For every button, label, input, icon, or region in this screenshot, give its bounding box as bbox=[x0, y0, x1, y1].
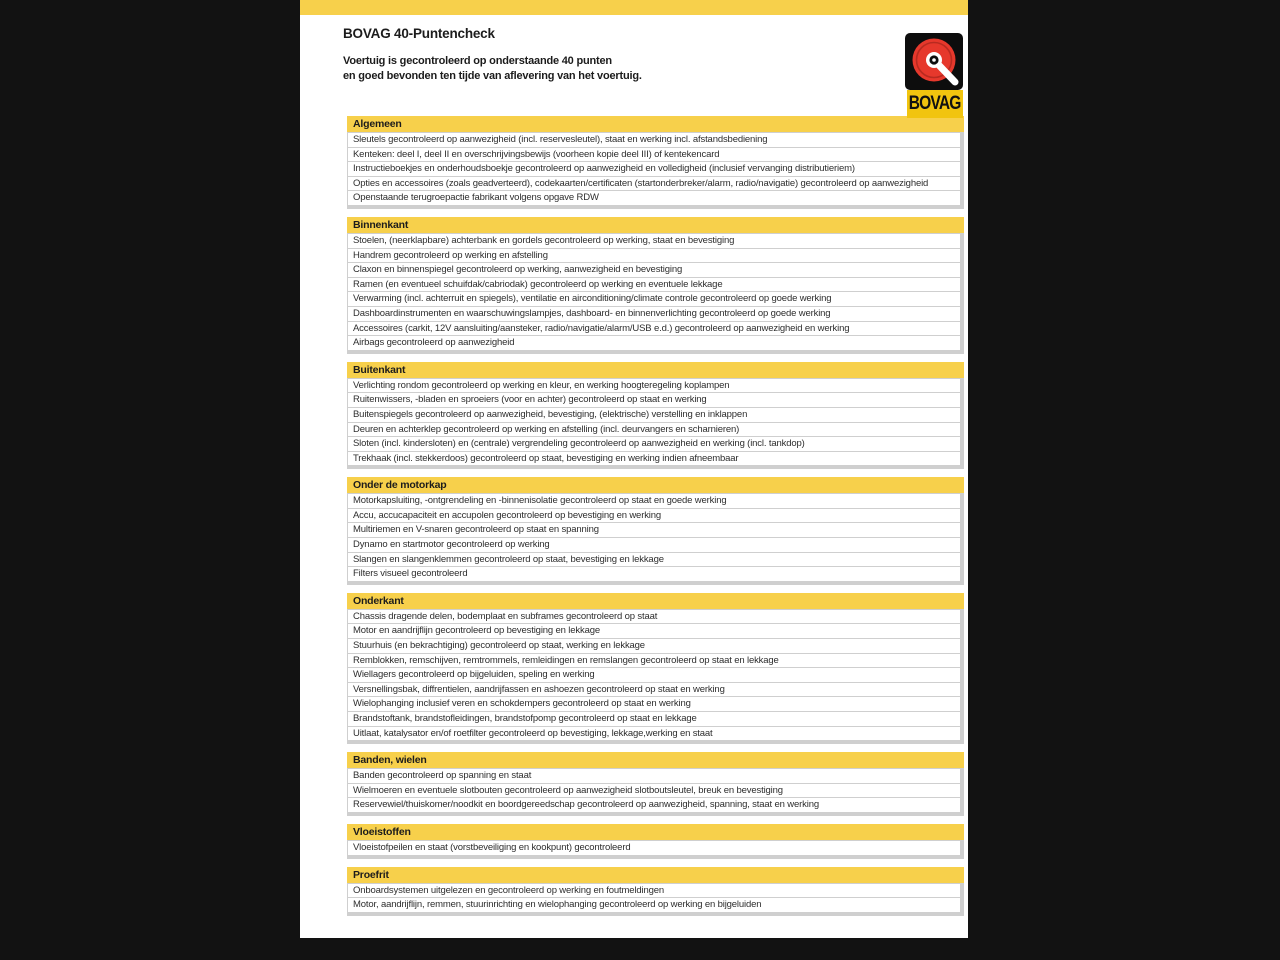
check-row: Wielmoeren en eventuele slotbouten gecontroleerd op aanwezigheid slotboutsleutel, breuk en bevestiging bbox=[348, 784, 960, 798]
top-accent-bar bbox=[300, 0, 968, 15]
section-banden-wielen bbox=[347, 752, 964, 816]
check-row: Multiriemen en V-snaren gecontroleerd op staat en spanning bbox=[348, 523, 960, 537]
section-body-buitenkant bbox=[347, 378, 964, 470]
section-body-onderkant bbox=[347, 609, 964, 744]
check-row: Ramen (en eventueel schuifdak/cabriodak) gecontroleerd op werking en eventuele lekkage bbox=[348, 278, 960, 292]
section-algemeen bbox=[347, 116, 964, 209]
section-buitenkant bbox=[347, 362, 964, 470]
check-row: Openstaande terugroepactie fabrikant volgens opgave RDW bbox=[348, 191, 960, 205]
check-row: Accu, accucapaciteit en accupolen gecontroleerd op bevestiging en werking bbox=[348, 509, 960, 523]
section-body-binnenkant bbox=[347, 233, 964, 354]
page-title: BOVAG 40-Puntencheck bbox=[343, 26, 495, 41]
section-onder-de-motorkap bbox=[347, 477, 964, 585]
section-header-binnenkant: Binnenkant bbox=[347, 217, 964, 233]
check-row: Slangen en slangenklemmen gecontroleerd op staat, bevestiging en lekkage bbox=[348, 553, 960, 567]
check-row: Stuurhuis (en bekrachtiging) gecontroleerd op staat, werking en lekkage bbox=[348, 639, 960, 653]
check-row: Motorkapsluiting, -ontgrendeling en -binnenisolatie gecontroleerd op staat en goede werking bbox=[348, 494, 960, 508]
check-row: Wiellagers gecontroleerd op bijgeluiden, speling en werking bbox=[348, 668, 960, 682]
check-row: Remblokken, remschijven, remtrommels, remleidingen en remslangen gecontroleerd op staat en lekkage bbox=[348, 654, 960, 668]
section-body-proefrit bbox=[347, 883, 964, 916]
check-row: Accessoires (carkit, 12V aansluiting/aansteker, radio/navigatie/alarm/USB e.d.) gecontroleerd op aanwezigheid en werking bbox=[348, 322, 960, 336]
check-row: Onboardsystemen uitgelezen en gecontroleerd op werking en foutmeldingen bbox=[348, 884, 960, 898]
section-header-onder-de-motorkap: Onder de motorkap bbox=[347, 477, 964, 493]
check-row: Instructieboekjes en onderhoudsboekje gecontroleerd op aanwezigheid en volledigheid (inclusief vervanging distributieriem) bbox=[348, 162, 960, 176]
document-header bbox=[343, 15, 963, 116]
check-row: Versnellingsbak, diffrentielen, aandrijfassen en ashoezen gecontroleerd op staat en werking bbox=[348, 683, 960, 697]
check-row: Buitenspiegels gecontroleerd op aanwezigheid, bevestiging, (elektrische) verstelling en inklappen bbox=[348, 408, 960, 422]
check-row: Motor en aandrijflijn gecontroleerd op bevestiging en lekkage bbox=[348, 624, 960, 638]
section-header-vloeistoffen: Vloeistoffen bbox=[347, 824, 964, 840]
check-row: Banden gecontroleerd op spanning en staat bbox=[348, 769, 960, 783]
check-row: Airbags gecontroleerd op aanwezigheid bbox=[348, 336, 960, 350]
section-vloeistoffen bbox=[347, 824, 964, 859]
section-header-proefrit: Proefrit bbox=[347, 867, 964, 883]
section-header-buitenkant: Buitenkant bbox=[347, 362, 964, 378]
bovag-logo-wordmark: BOVAG bbox=[909, 93, 961, 114]
bovag-logo bbox=[905, 33, 963, 118]
subtitle-line-1: Voertuig is gecontroleerd op onderstaande 40 punten bbox=[343, 55, 612, 67]
section-body-onder-de-motorkap bbox=[347, 493, 964, 585]
checklist bbox=[347, 116, 964, 916]
check-row: Dynamo en startmotor gecontroleerd op werking bbox=[348, 538, 960, 552]
check-row: Opties en accessoires (zoals geadverteerd), codekaarten/certificaten (startonderbreker/alarm, radio/navigatie) gecontroleerd op aanwezigheid bbox=[348, 177, 960, 191]
check-row: Handrem gecontroleerd op werking en afstelling bbox=[348, 249, 960, 263]
section-body-vloeistoffen bbox=[347, 840, 964, 859]
check-row: Motor, aandrijflijn, remmen, stuurinrichting en wielophanging gecontroleerd op werking en bijgeluiden bbox=[348, 898, 960, 912]
page-subtitle bbox=[343, 54, 963, 84]
check-row: Trekhaak (incl. stekkerdoos) gecontroleerd op staat, bevestiging en werking indien afneembaar bbox=[348, 452, 960, 466]
section-header-algemeen: Algemeen bbox=[347, 116, 964, 132]
check-row: Sloten (incl. kindersloten) en (centrale) vergrendeling gecontroleerd op aanwezigheid en werking (incl. tankdop) bbox=[348, 437, 960, 451]
check-row: Verlichting rondom gecontroleerd op werking en kleur, en werking hoogteregeling koplampen bbox=[348, 379, 960, 393]
subtitle-line-2: en goed bevonden ten tijde van aflevering van het voertuig. bbox=[343, 70, 642, 82]
section-body-banden-wielen bbox=[347, 768, 964, 816]
check-row: Wielophanging inclusief veren en schokdempers gecontroleerd op staat en werking bbox=[348, 697, 960, 711]
bovag-logo-wordmark-box bbox=[907, 90, 963, 118]
check-row: Stoelen, (neerklapbare) achterbank en gordels gecontroleerd op werking, staat en bevestiging bbox=[348, 234, 960, 248]
bovag-disc-icon bbox=[905, 33, 963, 90]
check-row: Brandstoftank, brandstofleidingen, brandstofpomp gecontroleerd op staat en lekkage bbox=[348, 712, 960, 726]
section-binnenkant bbox=[347, 217, 964, 354]
check-row: Claxon en binnenspiegel gecontroleerd op werking, aanwezigheid en bevestiging bbox=[348, 263, 960, 277]
check-row: Filters visueel gecontroleerd bbox=[348, 567, 960, 581]
section-onderkant bbox=[347, 593, 964, 744]
check-row: Sleutels gecontroleerd op aanwezigheid (incl. reservesleutel), staat en werking incl. afstandsbediening bbox=[348, 133, 960, 147]
check-row: Deuren en achterklep gecontroleerd op werking en afstelling (incl. deurvangers en scharnieren) bbox=[348, 423, 960, 437]
check-row: Kenteken: deel I, deel II en overschrijvingsbewijs (voorheen kopie deel III) of kentekencard bbox=[348, 148, 960, 162]
document-page bbox=[300, 0, 968, 938]
check-row: Uitlaat, katalysator en/of roetfilter gecontroleerd op bevestiging, lekkage,werking en staat bbox=[348, 727, 960, 741]
check-row: Verwarming (incl. achterruit en spiegels), ventilatie en airconditioning/climate controle gecontroleerd op goede werking bbox=[348, 292, 960, 306]
check-row: Vloeistofpeilen en staat (vorstbeveiliging en kookpunt) gecontroleerd bbox=[348, 841, 960, 855]
check-row: Dashboardinstrumenten en waarschuwingslampjes, dashboard- en binnenverlichting gecontroleerd op goede werking bbox=[348, 307, 960, 321]
check-row: Chassis dragende delen, bodemplaat en subframes gecontroleerd op staat bbox=[348, 610, 960, 624]
section-body-algemeen bbox=[347, 132, 964, 209]
section-header-banden-wielen: Banden, wielen bbox=[347, 752, 964, 768]
section-header-onderkant: Onderkant bbox=[347, 593, 964, 609]
section-proefrit bbox=[347, 867, 964, 916]
check-row: Ruitenwissers, -bladen en sproeiers (voor en achter) gecontroleerd op staat en werking bbox=[348, 393, 960, 407]
check-row: Reservewiel/thuiskomer/noodkit en boordgereedschap gecontroleerd op aanwezigheid, spanning, staat en werking bbox=[348, 798, 960, 812]
